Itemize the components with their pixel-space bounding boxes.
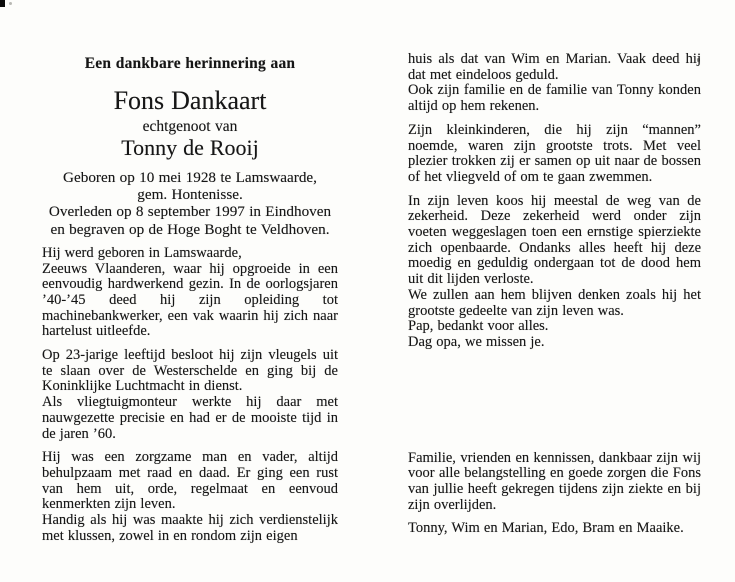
paragraph-segment: Hij was een zorgzame man en vader, altijd behulpzaam met raad en daad. Er ging een rust van hem uit, orde, regelmaat en eenvoud kenmerkten zijn leven. — [42, 449, 338, 513]
paragraph-segment: We zullen aan hem blijven denken zoals hij het grootste gedeelte van zijn leven was. — [408, 286, 701, 319]
paragraph-segment: Handig als hij was maakte hij zich verdienstelijk met klussen, zowel in en rondom zijn eigen — [42, 512, 338, 544]
paragraph-segment: Familie, vrienden en kennissen, dankbaar zijn wij voor alle belangstelling en goede zorgen die Fons van jullie heeft gekregen tijdens zijn ziekte en bij zijn overlijden. — [408, 449, 701, 513]
bio-paragraph-helpfulness — [408, 52, 701, 115]
acknowledgement-paragraph — [408, 451, 701, 514]
birth-place-line: gem. Hontenisse. — [137, 186, 243, 204]
signature-line: Tonny, Wim en Marian, Edo, Bram en Maaike. — [408, 520, 684, 537]
paragraph-segment: Als vliegtuigmonteur werkte hij daar met nauwgezette precisie en had er de mooiste tijd in de jaren ’60. — [42, 394, 338, 442]
bio-paragraph-character — [42, 450, 338, 544]
farewell-line-pap: Pap, bedankt voor alles. — [408, 318, 549, 335]
spouse-name: Tonny de Rooij — [121, 135, 259, 160]
bio-paragraph-airforce — [42, 348, 338, 442]
left-column — [42, 55, 338, 552]
memorial-intro: Een dankbare herinnering aan — [84, 55, 296, 72]
death-date-line: Overleden op 8 september 1997 in Eindhoven — [48, 203, 332, 221]
life-dates-block — [42, 169, 338, 238]
deceased-name: Fons Dankaart — [113, 86, 267, 115]
scan-artifact-speck — [9, 2, 12, 5]
paragraph-segment: Ook zijn familie en de familie van Tonny konden altijd op hem rekenen. — [408, 82, 701, 115]
scan-artifact-mark — [0, 0, 5, 7]
paragraph-segment: huis als dat van Wim en Marian. Vaak deed hij dat met eindeloos geduld. — [408, 51, 701, 83]
birth-date-line: Geboren op 10 mei 1928 te Lamswaarde, — [63, 169, 317, 186]
farewell-line-opa: Dag opa, we missen je. — [408, 333, 545, 350]
paragraph-segment: In zijn leven koos hij meestal de weg van de zekerheid. Deze zekerheid werd onder zijn voeten weggeslagen toen een ernstige spierziekte zich openbaarde. Ondanks alles heeft hij deze moedig en geduldig ondergaan tot de dood hem uit dit lijden verloste. — [408, 192, 701, 288]
paragraph-segment: Zeeuws Vlaanderen, waar hij opgroeide in een eenvoudig hardwerkend gezin. In de oorlogsjaren ’40-’45 deed hij zijn opleiding tot machinebankwerker, een vak waarin hij zich naar hartelust uitleefde. — [42, 260, 338, 340]
bio-paragraph-illness-farewell — [408, 194, 701, 351]
relation-label: echtgenoot van — [142, 118, 238, 135]
paragraph-segment: Zijn kleinkinderen, die hij zijn “mannen” noemde, waren zijn grootste trots. Met veel plezier trokken zij er samen op uit naar de bossen of het vliegveld of om te gaan zwemmen. — [408, 121, 701, 185]
right-column — [408, 52, 701, 537]
bio-paragraph-birth — [42, 246, 338, 340]
bio-paragraph-grandchildren — [408, 123, 701, 186]
burial-place-line: en begraven op de Hoge Boght te Veldhoven. — [50, 220, 330, 238]
paragraph-segment: Op 23-jarige leeftijd besloot hij zijn vleugels uit te slaan over de Westerschelde en ging bij de Koninklijke Luchtmacht in dienst. — [42, 347, 338, 395]
paragraph-segment: Hij werd geboren in Lamswaarde, — [42, 244, 242, 261]
